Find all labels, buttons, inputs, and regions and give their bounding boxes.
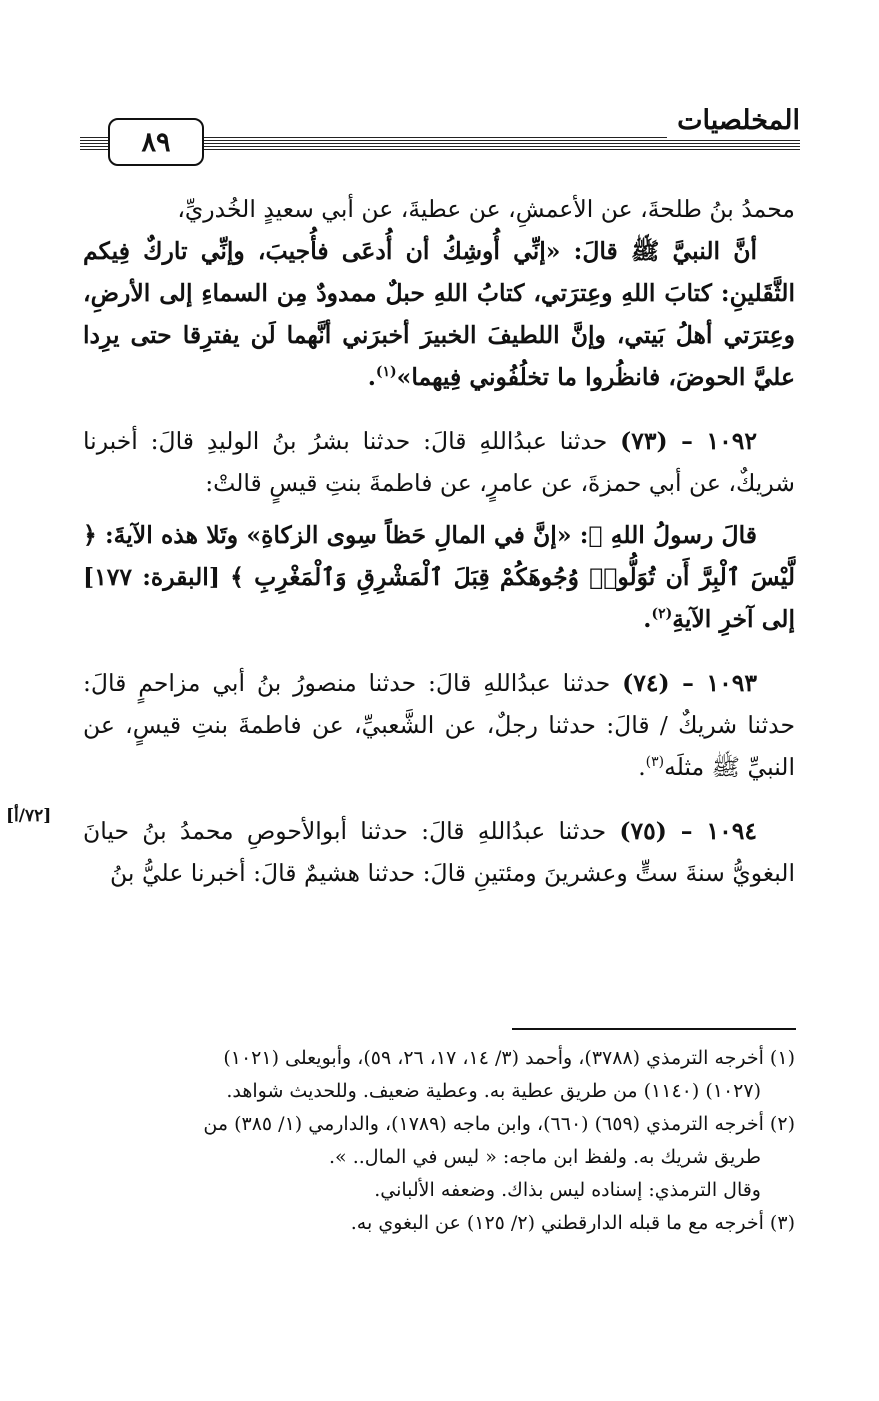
hadith-number-1094: ١٠٩٤ – (٧٥) xyxy=(619,817,757,845)
hadith-number-1093: ١٠٩٣ – (٧٤) xyxy=(622,669,757,697)
hadith-text: أنَّ النبيَّ ﷺ قالَ: «إنِّي أُوشِكُ أن أُدعَى فأُجيبَ، وإنِّي تاركٌ فِيكم الثَّقَلينِ: كتابَ اللهِ وعِترَتي، كتابُ اللهِ حبلٌ ممدودٌ مِن السماءِ إلى الأرضِ، وعِترَتي أهلُ بَيتي، وإنَّ اللطيفَ الخبيرَ أخبرَني أنَّهما لَن يفترِقا حتى يرِدا عليَّ الحوضَ، فانظُروا ما تخلُفُوني فِيهما» xyxy=(83,237,795,391)
paragraph-isnad-continued: محمدُ بنُ طلحةَ، عن الأعمشِ، عن عطيةَ، عن أبي سعيدٍ الخُدريِّ، xyxy=(177,195,795,223)
paragraph-hadith-thaqalayn: أنَّ النبيَّ ﷺ قالَ: «إنِّي أُوشِكُ أن أُدعَى فأُجيبَ، وإنِّي تاركٌ فِيكم الثَّقَلينِ: كتابَ اللهِ وعِترَتي، كتابُ اللهِ حبلٌ ممدودٌ مِن السماءِ إلى الأرضِ، وعِترَتي أهلُ بَيتي، وإنَّ اللطيفَ الخبيرَ أخبرَني أنَّهما لَن يفترِقا حتى يرِدا عليَّ الحوضَ، فانظُروا ما تخلُفُوني فِيهما»$^{(١)}$. xyxy=(83,237,795,391)
paragraph-matn-1092: قالَ رسولُ اللهِ ﷺ: «إنَّ في المالِ حَظاً سِوى الزكاةِ» وتَلا هذه الآيةَ: ﴿ لَّيْسَ ٱلْبِرَّ أَن تُوَلُّوا۟ وُجُوهَكُمْ قِبَلَ ٱلْمَشْرِقِ وَٱلْمَغْرِبِ ﴾ [البقرة: ١٧٧] إلى آخرِ الآيةِ$^{(٢)}$. xyxy=(83,521,795,633)
footnotes xyxy=(83,1042,795,1240)
page-number: ٨٩ xyxy=(108,118,204,166)
footnote-2-line-2: طريق شريك به. ولفظ ابن ماجه: « ليس في المال.. ». xyxy=(329,1146,761,1168)
page-header xyxy=(80,104,800,164)
margin-folio-note: [٧٢/أ] xyxy=(6,806,52,826)
footnote-ref-1: (١) xyxy=(375,364,397,381)
footnote-2-line-3: وقال الترمذي: إسناده ليس بذاك. وضعفه الألباني. xyxy=(374,1179,761,1201)
footnote-2-line-1: (٢) أخرجه الترمذي (٦٥٩) (٦٦٠)، وابن ماجه (١٧٨٩)، والدارمي (١/ ٣٨٥) من xyxy=(203,1113,795,1135)
running-title: المخلصيات xyxy=(667,104,800,138)
footnote-ref-2: (٢) xyxy=(651,606,673,623)
footnote-1-line-2: (١٠٢٧) (١١٤٠) من طريق عطية به. وعطية ضعيف. وللحديث شواهد. xyxy=(226,1080,761,1102)
matn-1092: قالَ رسولُ اللهِ ﷺ: «إنَّ في المالِ حَظاً سِوى الزكاةِ» وتَلا هذه الآيةَ: ﴿ لَّيْسَ ٱلْبِرَّ أَن تُوَلُّوا۟ وُجُوهَكُمْ قِبَلَ ٱلْمَشْرِقِ وَٱلْمَغْرِبِ ﴾ [البقرة: ١٧٧] إلى آخرِ الآيةِ xyxy=(83,521,795,633)
footnote-1-line-1: (١) أخرجه الترمذي (٣٧٨٨)، وأحمد (٣/ ١٤، ١٧، ٢٦، ٥٩)، وأبويعلى (١٠٢١) xyxy=(223,1047,795,1069)
hadith-number-1092: ١٠٩٢ – (٧٣) xyxy=(620,427,757,455)
paragraph-hadith-1093: ١٠٩٣ – (٧٤) حدثنا عبدُاللهِ قالَ: حدثنا منصورُ بنُ أبي مزاحمٍ قالَ: حدثنا شريكٌ / قالَ: حدثنا رجلٌ، عن الشَّعبيِّ، عن فاطمةَ بنتِ قيسٍ، عن النبيِّ ﷺ مثلَه$^{(٣)}$. xyxy=(83,669,795,781)
paragraph-hadith-1092 xyxy=(83,420,795,504)
footnote-separator xyxy=(512,1028,796,1030)
paragraph-hadith-1094 xyxy=(83,810,795,894)
text-1094: حدثنا عبدُاللهِ قالَ: حدثنا أبوالأحوصِ محمدُ بنُ حيانَ البغويُّ سنةَ ستٍّ وعشرينَ ومئتينِ قالَ: حدثنا هشيمٌ قالَ: أخبرنا عليُّ بنُ xyxy=(83,817,795,887)
footnote-ref-3: (٣) xyxy=(645,754,665,771)
text-1093: حدثنا عبدُاللهِ قالَ: حدثنا منصورُ بنُ أبي مزاحمٍ قالَ: حدثنا شريكٌ / قالَ: حدثنا رجلٌ، عن الشَّعبيِّ، عن فاطمةَ بنتِ قيسٍ، عن النبيِّ ﷺ مثلَه xyxy=(83,669,795,781)
main-text xyxy=(83,188,795,894)
footnote-3-line-1: (٣) أخرجه مع ما قبله الدارقطني (٢/ ١٢٥) عن البغوي به. xyxy=(350,1212,795,1234)
isnad-1092: حدثنا عبدُاللهِ قالَ: حدثنا بشرُ بنُ الوليدِ قالَ: أخبرنا شريكٌ، عن أبي حمزةَ، عن عامرٍ، عن فاطمةَ بنتِ قيسٍ قالتْ: xyxy=(83,427,795,497)
